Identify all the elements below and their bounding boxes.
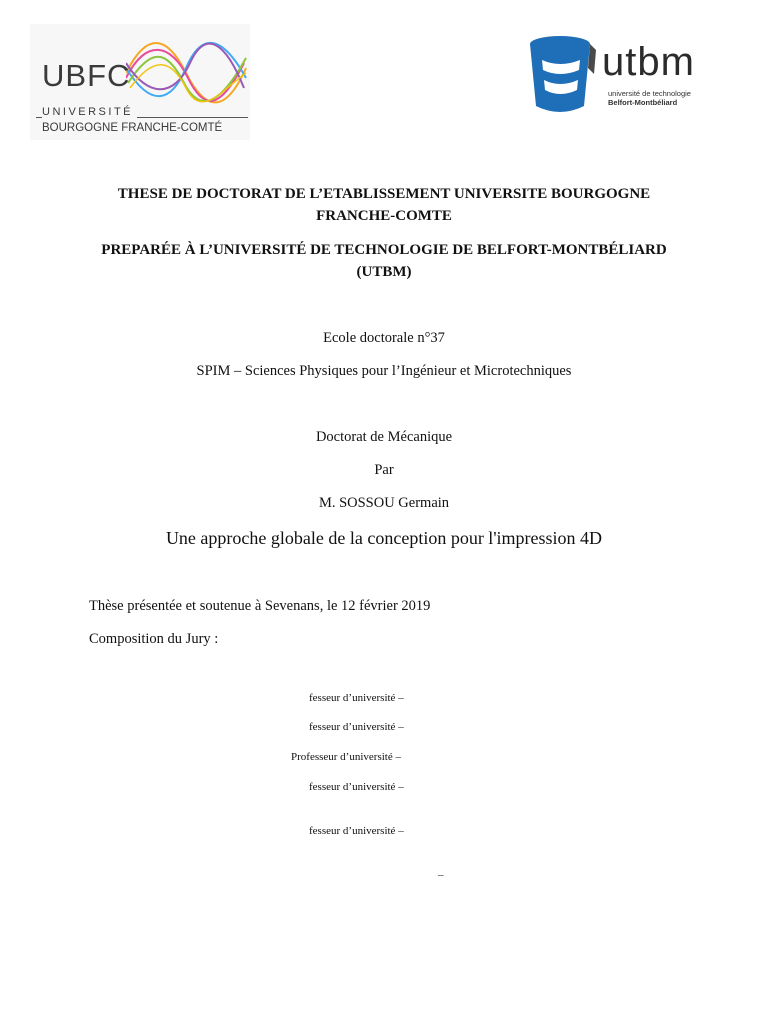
author-name: M. SOSSOU Germain [318,495,450,511]
doctoral-program: SPIM – Sciences Physiques pour l’Ingénieur et Microtechniques [196,363,572,379]
thesis-heading-line2: FRANCHE-COMTE [316,208,452,224]
jury-member-1: fesseur d’université – [309,692,404,704]
jury-member-4: fesseur d’université – [309,781,404,793]
jury-member-3: Professeur d’université – [291,751,401,763]
prepared-heading-line1: PREPARÉE À L’UNIVERSITÉ DE TECHNOLOGIE DE BELFORT-MONTBÉLIARD [101,242,667,258]
degree: Doctorat de Mécanique [315,429,453,445]
jury-member-2: fesseur d’université – [309,721,404,733]
utbm-logo [528,34,718,116]
utbm-wordmark: utbm [602,40,695,84]
par-label: Par [374,462,394,478]
ubfc-logo [30,24,250,140]
ubfc-wave-graphic [126,28,248,118]
doctoral-school: Ecole doctorale n°37 [323,330,445,346]
jury-member-5: fesseur d’université – [309,825,404,837]
trailing-dash: – [438,869,444,881]
utbm-tagline: université de technologie [608,89,691,98]
prepared-heading-line2: (UTBM) [356,264,412,280]
defense-statement: Thèse présentée et soutenue à Sevenans, le 12 février 2019 [89,598,431,614]
utbm-cylinder-icon [528,34,598,116]
utbm-location: Belfort-Montbéliard [608,98,678,107]
thesis-heading-line1: THESE DE DOCTORAT DE L’ETABLISSEMENT UNIVERSITE BOURGOGNE [117,186,651,202]
ubfc-wordmark: UBFC [42,58,131,93]
jury-label: Composition du Jury : [89,631,219,647]
thesis-title: Une approche globale de la conception pour l'impression 4D [165,528,603,548]
ubfc-subtitle: BOURGOGNE FRANCHE-COMTÉ [42,122,223,134]
ubfc-universite-label: UNIVERSITÉ [42,106,137,118]
